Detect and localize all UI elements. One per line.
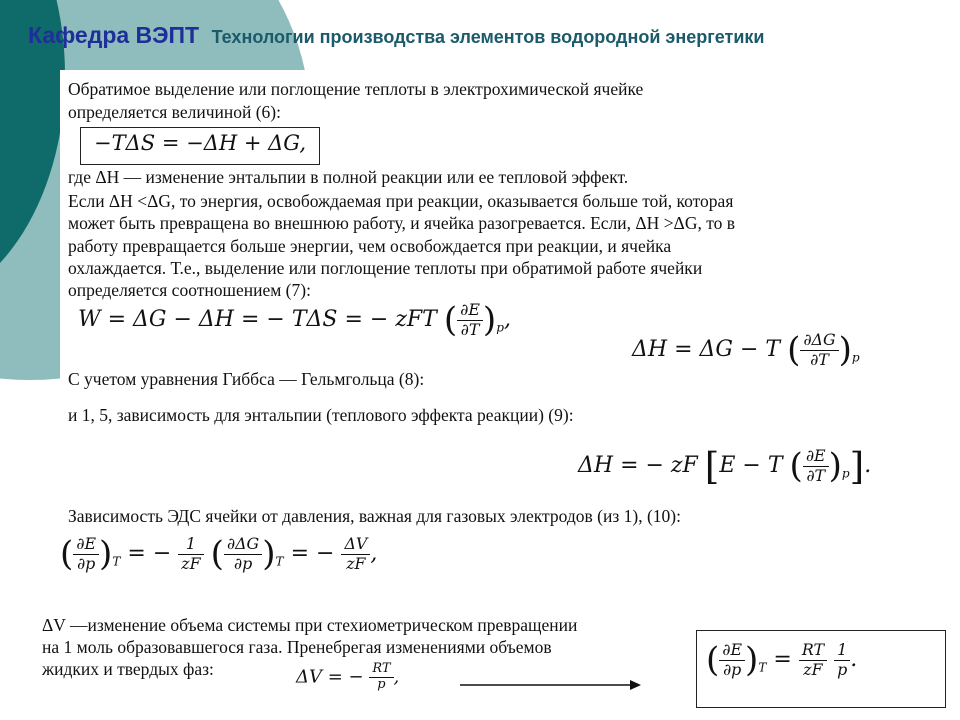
formula-9: ΔH = − zF [E − T ( $\frac{\partial E}{\partial T}$ )$_p$]. [578,444,872,488]
formula-7-lhs: W = ΔG − ΔH = − TΔS = − zFT [78,307,437,332]
intro-line-2: определяется величиной (6): [68,102,281,122]
fraction-dDG-dT: $\frac{\partial\Delta G}{\partial T}$ [800,331,838,368]
course-title: Технологии производства элементов водородной энергетики [211,27,765,47]
formula-10: ( $\frac{\partial E}{\partial p}$ )$_T$ = − $\frac{1}{zF}$ ( $\frac{\partial\Delta G}{\partial p}$ )$_T$ = − $\frac{\Delta V}{zF}$ , [60,534,378,574]
fraction-dE-dp: $\frac{\partial E}{\partial p}$ [73,535,99,572]
formula-delta-v: ΔV = − $\frac{RT}{p}$ , [296,661,400,692]
formula-7: W = ΔG − ΔH = − TΔS = − zFT ( $\frac{\partial E}{\partial T}$ )$_p$, [78,300,511,340]
result-formula: ( $\frac{\partial E}{\partial p}$ )$_T$ = $\frac{RT}{zF}$ $\frac{1}{p}$ . [706,640,858,680]
arrow-right-icon [458,678,643,692]
fraction-dE-dT: $\frac{\partial E}{\partial T}$ [457,301,483,338]
gibbs-helmholtz-line: С учетом уравнения Гиббса — Гельмгольца (8): [68,369,425,389]
paragraph-line-3: работу превращается больше энергии, чем освобождается при реакции, и ячейка [68,236,672,256]
formula-6: −TΔS = −ΔH + ΔG, [94,131,306,155]
fraction-RT-zF: $\frac{RT}{zF}$ [799,641,827,678]
paragraph-line-5: определяется соотношением (7): [68,280,311,300]
slide-header [28,22,764,49]
volume-line-2: на 1 моль образовавшегося газа. Пренебрегая изменениями объемов [42,637,552,657]
paragraph-line-2: может быть превращена во внешнюю работу, и ячейка разогревается. Если, ΔH >ΔG, то в [68,213,736,233]
fraction-dE-dT-9: $\frac{\partial E}{\partial T}$ [803,447,829,484]
intro-line-1: Обратимое выделение или поглощение теплоты в электрохимической ячейке [68,79,644,99]
fraction-RT-p-small: $\frac{RT}{p}$ [369,662,393,693]
fraction-1-p: $\frac{1}{p}$ [834,641,850,678]
paragraph-line-1: Если ΔH <ΔG, то энергия, освобождаемая при реакции, оказывается больше той, которая [68,191,734,211]
fraction-dDG-dp: $\frac{\partial\Delta G}{\partial p}$ [224,535,262,572]
formula-8-lhs: ΔH = ΔG − T [632,337,781,362]
department-title: Кафедра ВЭПТ [28,22,200,48]
volume-line-1: ΔV —изменение объема системы при стехиометрическом превращении [42,615,578,635]
enthalpy-line: и 1, 5, зависимость для энтальпии (теплового эффекта реакции) (9): [68,405,574,425]
volume-line-3: жидких и твердых фаз: [42,659,214,679]
formula-8: ΔH = ΔG − T ( $\frac{\partial\Delta G}{\partial T}$ )$_p$ [632,330,860,370]
where-line: где ΔH — изменение энтальпии в полной реакции или ее тепловой эффект. [68,167,629,187]
fraction-1-zF: $\frac{1}{zF}$ [178,535,203,572]
formula-9-lhs: ΔH = − zF [578,453,698,478]
fraction-dE-dp-result: $\frac{\partial E}{\partial p}$ [719,641,745,678]
fraction-dV-zF: $\frac{\Delta V}{zF}$ [341,535,370,572]
paragraph-line-4: охлаждается. Т.е., выделение или поглощение теплоты при обратимой работе ячейки [68,258,703,278]
emf-pressure-line: Зависимость ЭДС ячейки от давления, важная для газовых электродов (из 1), (10): [68,506,681,526]
